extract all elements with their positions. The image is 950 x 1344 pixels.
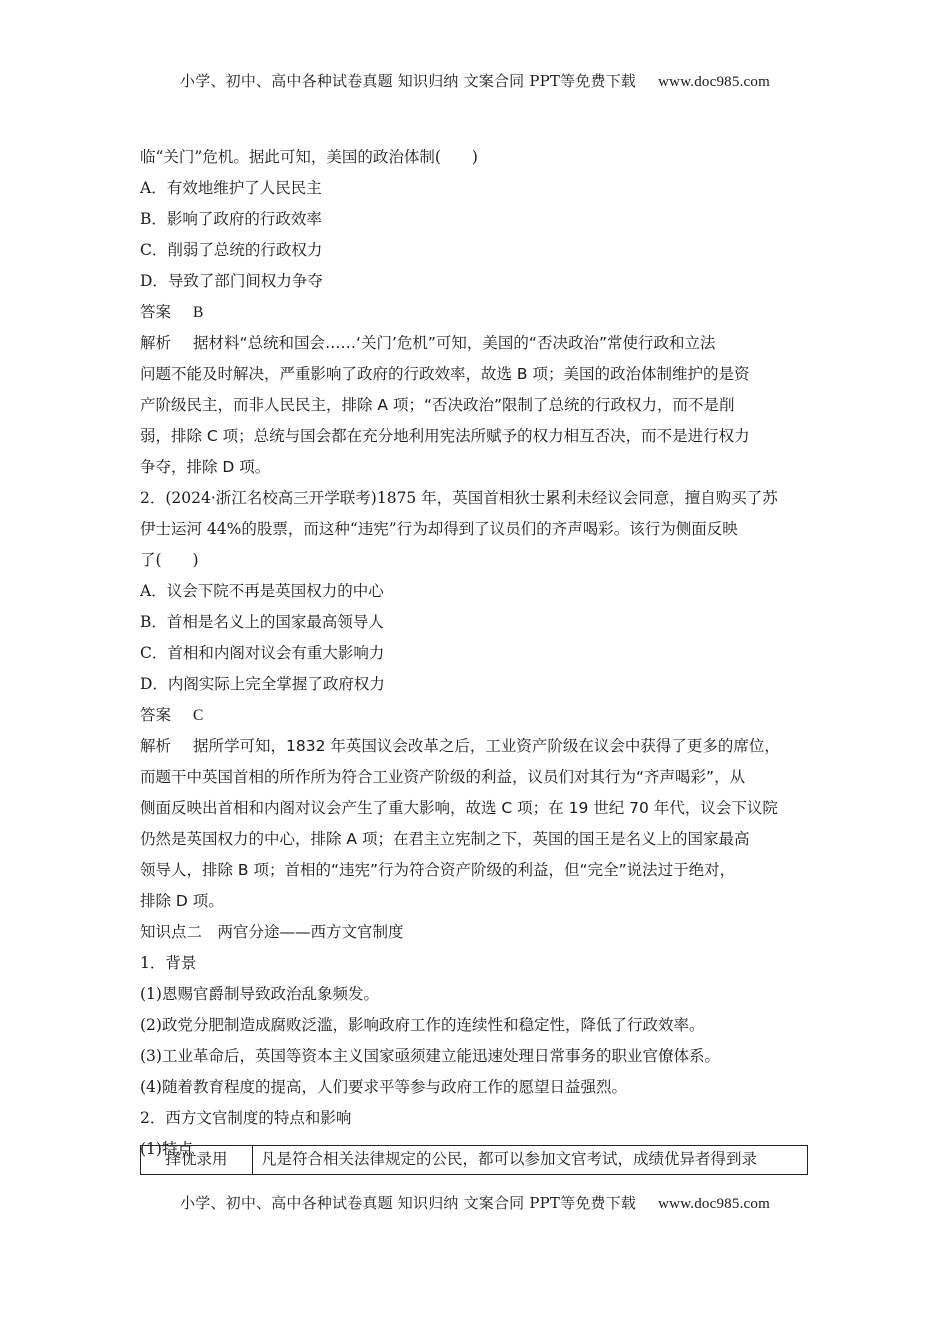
table-value-cell: 凡是符合相关法律规定的公民，都可以参加文官考试，成绩优异者得到录 <box>253 1146 808 1175</box>
q2-option-b: B．首相是名义上的国家最高领导人 <box>140 613 384 631</box>
background-item: (3)工业革命后，英国等资本主义国家亟须建立能迅速处理日常事务的职业官僚体系。 <box>140 1047 720 1065</box>
q1-option-c: C．削弱了总统的行政权力 <box>140 241 323 259</box>
footer-site[interactable]: www.doc985.com <box>658 1196 770 1212</box>
q2-analysis-line <box>140 731 812 762</box>
table-key-cell: 择优录用 <box>141 1146 253 1175</box>
answer-value: C <box>193 707 204 724</box>
answer-label: 答案 <box>140 303 172 321</box>
answer-label: 答案 <box>140 706 172 724</box>
q2-analysis-line: 而题干中英国首相的所作所为符合工业资产阶级的利益，议员们对其行为“齐声喝彩”，从 <box>140 768 746 786</box>
table-row <box>141 1146 808 1175</box>
q1-analysis-line: 问题不能及时解决，严重影响了政府的行政效率，故选 B 项；美国的政治体制维护的是资 <box>140 365 750 383</box>
section-heading: 1．背景 <box>140 954 197 972</box>
page-header <box>0 70 950 91</box>
section-heading: 2．西方文官制度的特点和影响 <box>140 1109 352 1127</box>
page-footer <box>0 1192 950 1213</box>
answer-value: B <box>193 304 204 321</box>
document-body <box>140 142 812 1165</box>
q1-option-d: D．导致了部门间权力争夺 <box>140 272 323 290</box>
q1-option-b: B．影响了政府的行政效率 <box>140 210 322 228</box>
q2-analysis-line: 排除 D 项。 <box>140 892 224 910</box>
background-item: (4)随着教育程度的提高，人们要求平等参与政府工作的愿望日益强烈。 <box>140 1078 627 1096</box>
q2-stem-line: 伊士运河 44%的股票，而这种“违宪”行为却得到了议员们的齐声喝彩。该行为侧面反映 <box>140 520 738 538</box>
subsection-heading: (1)特点 <box>140 1140 193 1158</box>
analysis-label: 解析 <box>140 334 172 352</box>
q2-stem-line: 2．(2024·浙江名校高三开学联考)1875 年，英国首相狄士累利未经议会同意，擅自购买了苏 <box>140 489 778 507</box>
q1-analysis-line <box>140 328 812 359</box>
header-text: 小学、初中、高中各种试卷真题 知识归纳 文案合同 PPT等免费下载 <box>180 72 637 90</box>
analysis-text: 据材料“总统和国会……‘关门’危机”可知，美国的“否决政治”常使行政和立法 <box>193 334 716 352</box>
q1-analysis-line: 产阶级民主，而非人民民主，排除 A 项；“否决政治”限制了总统的行政权力，而不是削 <box>140 396 735 414</box>
q1-option-a: A．有效地维护了人民民主 <box>140 179 322 197</box>
q2-analysis-line: 侧面反映出首相和内阁对议会产生了重大影响，故选 C 项；在 19 世纪 70 年代，议会下议院 <box>140 799 778 817</box>
q2-option-a: A．议会下院不再是英国权力的中心 <box>140 582 384 600</box>
knowledge-title: 知识点二 两官分途——西方文官制度 <box>140 923 404 941</box>
analysis-text: 据所学可知，1832 年英国议会改革之后，工业资产阶级在议会中获得了更多的席位， <box>193 737 780 755</box>
q2-option-c: C．首相和内阁对议会有重大影响力 <box>140 644 385 662</box>
q1-stem-tail: 临“关门”危机。据此可知，美国的政治体制( ) <box>140 148 478 166</box>
features-table <box>140 1145 808 1175</box>
header-site[interactable]: www.doc985.com <box>658 74 770 90</box>
q1-analysis-line: 争夺，排除 D 项。 <box>140 458 271 476</box>
q1-answer <box>140 297 812 328</box>
analysis-label: 解析 <box>140 737 172 755</box>
q2-option-d: D．内阁实际上完全掌握了政府权力 <box>140 675 385 693</box>
footer-text: 小学、初中、高中各种试卷真题 知识归纳 文案合同 PPT等免费下载 <box>180 1194 637 1212</box>
q2-stem-line: 了( ) <box>140 551 199 569</box>
background-item: (2)政党分肥制造成腐败泛滥，影响政府工作的连续性和稳定性，降低了行政效率。 <box>140 1016 705 1034</box>
q2-analysis-line: 领导人，排除 B 项；首相的“违宪”行为符合资产阶级的利益，但“完全”说法过于绝对， <box>140 861 736 879</box>
q2-analysis-line: 仍然是英国权力的中心，排除 A 项；在君主立宪制之下，英国的国王是名义上的国家最高 <box>140 830 750 848</box>
background-item: (1)恩赐官爵制导致政治乱象频发。 <box>140 985 379 1003</box>
q1-analysis-line: 弱，排除 C 项；总统与国会都在充分地利用宪法所赋予的权力相互否决，而不是进行权力 <box>140 427 750 445</box>
q2-answer <box>140 700 812 731</box>
